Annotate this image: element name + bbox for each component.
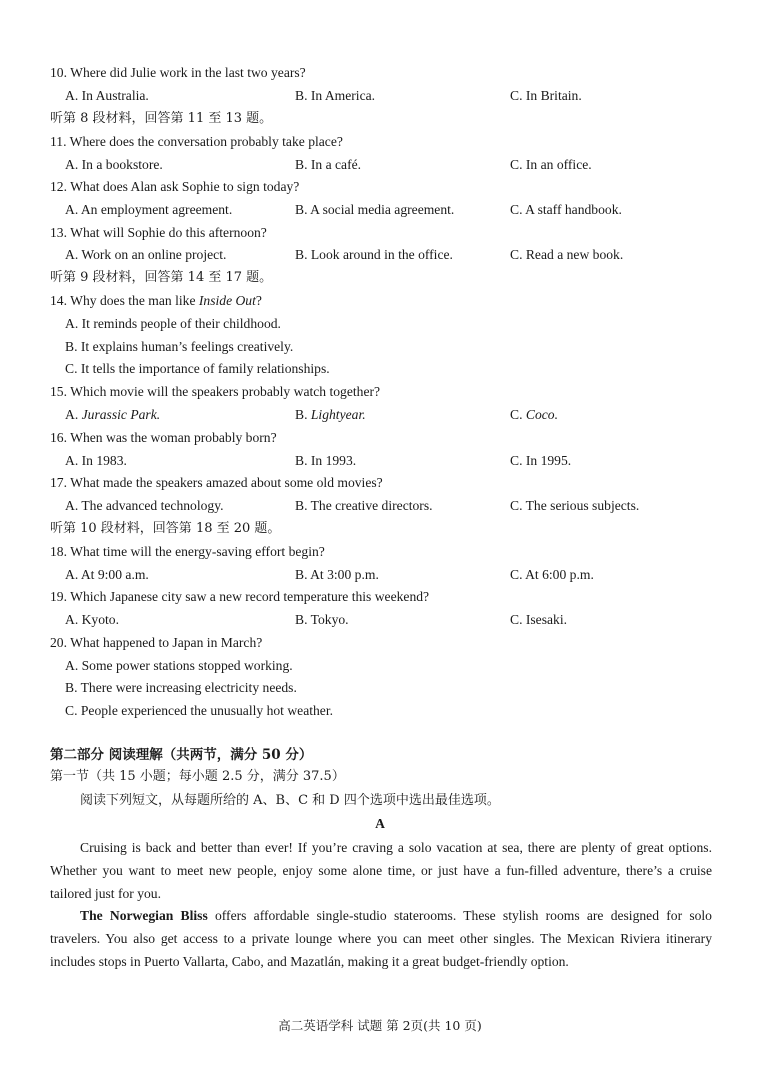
section-title: 第一节（共 15 小题；每小题 2.5 分，满分 37.5） (50, 769, 345, 784)
option-a: A. In Australia. (65, 88, 149, 103)
question-stem: 19. Which Japanese city saw a new record temperature this weekend? (50, 589, 430, 604)
option-c: C. It tells the importance of family relationships. (65, 361, 330, 376)
question-stem: 20. What happened to Japan in March? (50, 635, 263, 650)
question-stem: 17. What made the speakers amazed about some old movies? (50, 475, 383, 490)
question-stem: 11. Where does the conversation probably take place? (50, 134, 343, 149)
option-b: B. It explains human’s feelings creatively. (65, 339, 294, 354)
option-a: A. Some power stations stopped working. (65, 658, 293, 673)
option-b: B. At 3:00 p.m. (295, 567, 379, 582)
passage-letter: A (375, 816, 385, 831)
movie-title: Lightyear. (310, 407, 366, 422)
section-note: 听第 9 段材料，回答第 14 至 17 题。 (50, 270, 273, 285)
option-c: C. Read a new book. (510, 247, 624, 262)
option-c: C. At 6:00 p.m. (510, 567, 594, 582)
option-b: B. Look around in the office. (295, 247, 453, 262)
instruction: 阅读下列短文，从每题所给的 A、B、C 和 D 四个选项中选出最佳选项。 (80, 793, 500, 808)
option-letter: B. (295, 407, 311, 422)
movie-title: Jurassic Park. (81, 407, 161, 422)
option-c: C. In Britain. (510, 88, 582, 103)
option-a: A. In 1983. (65, 453, 127, 468)
option-b: B. A social media agreement. (295, 202, 455, 217)
option-a: A. In a bookstore. (65, 157, 163, 172)
question-stem (50, 292, 262, 310)
option-b: B. In a café. (295, 157, 362, 172)
option-c: C. The serious subjects. (510, 498, 640, 513)
option-b: B. In America. (295, 88, 376, 103)
option-a: A. Work on an online project. (65, 247, 227, 262)
option-b: B. The creative directors. (295, 498, 433, 513)
part-title: 第二部分 阅读理解（共两节，满分 50 分） (50, 747, 313, 763)
option-a: A. It reminds people of their childhood. (65, 316, 281, 331)
stem-text: 14. Why does the man like (50, 293, 199, 308)
question-stem: 16. When was the woman probably born? (50, 430, 277, 445)
option-b: B. In 1993. (295, 453, 357, 468)
section-note: 听第 8 段材料，回答第 11 至 13 题。 (50, 111, 273, 126)
page-footer: 高二英语学科 试题 第 2页(共 10 页) (278, 1018, 482, 1033)
passage-paragraph: Cruising is back and better than ever! If you’re craving a solo vacation at sea, there are plenty of great options. Whether you want to meet new people, enjoy some alone time, or just have a fun-filled adventure, there’s a cruise tailored just for you. (50, 840, 712, 901)
ship-name: The Norwegian Bliss (80, 908, 208, 923)
option-a: A. An employment agreement. (65, 202, 233, 217)
question-stem: 18. What time will the energy-saving effort begin? (50, 544, 325, 559)
stem-text: ? (255, 293, 262, 308)
movie-title: Coco. (525, 407, 558, 422)
option-letter: C. (510, 407, 526, 422)
option-c: C. Isesaki. (510, 612, 568, 627)
option-c (510, 406, 558, 424)
question-stem: 12. What does Alan ask Sophie to sign today? (50, 179, 300, 194)
option-a: A. Kyoto. (65, 612, 119, 627)
movie-title: Inside Out (198, 293, 256, 308)
option-c: C. A staff handbook. (510, 202, 622, 217)
option-b (295, 406, 366, 424)
passage-paragraph (50, 905, 712, 973)
option-a: A. The advanced technology. (65, 498, 224, 513)
option-a: A. At 9:00 a.m. (65, 567, 149, 582)
paragraph-text: offers affordable single-studio staterooms. These stylish rooms are designed for solo travelers. You also get access to a private lounge where you can meet other singles. The Mexican Riviera itinerary includes stops in Puerto Vallarta, Cabo, and Mazatlán, making it a great budget-friendly option. (50, 908, 712, 969)
option-c: C. In 1995. (510, 453, 572, 468)
option-c: C. People experienced the unusually hot weather. (65, 703, 334, 718)
option-a (65, 406, 160, 424)
question-stem: 13. What will Sophie do this afternoon? (50, 225, 267, 240)
question-stem: 10. Where did Julie work in the last two years? (50, 65, 306, 80)
option-b: B. There were increasing electricity needs. (65, 680, 297, 695)
option-b: B. Tokyo. (295, 612, 349, 627)
option-c: C. In an office. (510, 157, 592, 172)
section-note: 听第 10 段材料，回答第 18 至 20 题。 (50, 521, 281, 536)
option-letter: A. (65, 407, 82, 422)
question-stem: 15. Which movie will the speakers probably watch together? (50, 384, 381, 399)
